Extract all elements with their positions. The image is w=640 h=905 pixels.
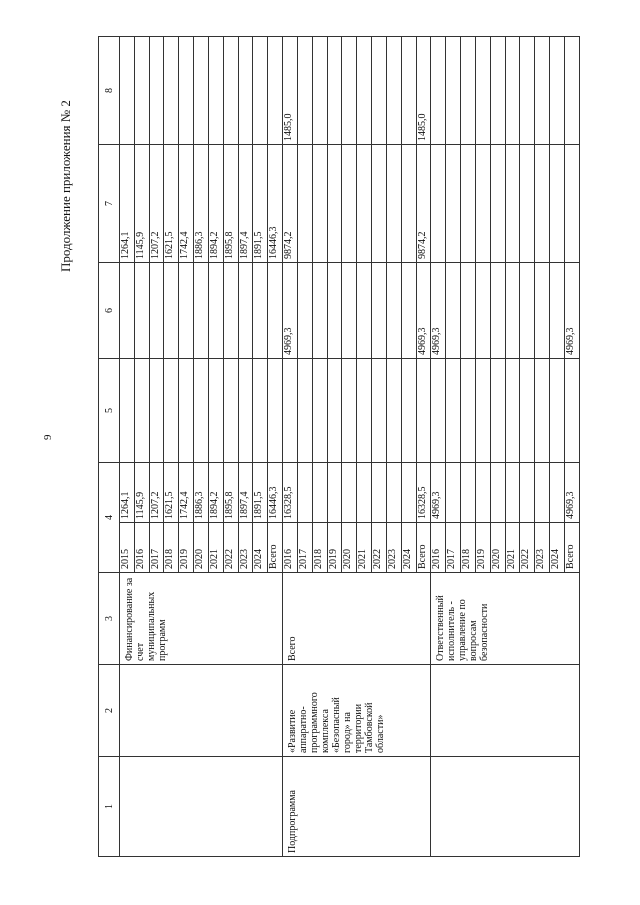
value-cell-c7: 1145,9: [134, 145, 149, 263]
value-cell-c6: [461, 263, 476, 359]
value-cell-c7: [535, 145, 550, 263]
value-cell-c6: [446, 263, 461, 359]
value-cell-c5: [357, 359, 372, 463]
value-cell-c7: [446, 145, 461, 263]
value-cell-c7: [342, 145, 357, 263]
header-cell: 2: [99, 665, 120, 757]
value-cell-c7: [386, 145, 401, 263]
value-cell-c8: [357, 37, 372, 145]
value-cell-c5: [268, 359, 283, 463]
value-cell-c4: [550, 463, 565, 523]
value-cell-c8: [372, 37, 387, 145]
value-cell-c4: 1894,2: [208, 463, 223, 523]
value-cell-c7: [550, 145, 565, 263]
value-cell-c7: 9874,2: [416, 145, 431, 263]
value-cell-c5: [490, 359, 505, 463]
value-cell-c4: 1886,3: [194, 463, 209, 523]
subprogram-name-cell: [431, 665, 580, 757]
section-type-cell: Подпрограмма: [283, 757, 431, 857]
value-cell-c4: [446, 463, 461, 523]
table-body: [120, 37, 580, 857]
value-cell-c8: [475, 37, 490, 145]
value-cell-c6: 4969,3: [564, 263, 579, 359]
value-cell-c5: [238, 359, 253, 463]
value-cell-c8: [401, 37, 416, 145]
year-cell: 2019: [475, 523, 490, 573]
value-cell-c6: 4969,3: [283, 263, 298, 359]
year-cell: 2020: [490, 523, 505, 573]
value-cell-c8: [520, 37, 535, 145]
value-cell-c6: [357, 263, 372, 359]
year-cell: 2016: [134, 523, 149, 573]
value-cell-c8: [446, 37, 461, 145]
rotated-table-wrapper: [98, 37, 580, 857]
value-cell-c7: [401, 145, 416, 263]
value-cell-c8: [268, 37, 283, 145]
year-cell: 2015: [120, 523, 135, 573]
header-cell: 3: [99, 573, 120, 665]
value-cell-c4: [372, 463, 387, 523]
value-cell-c6: [149, 263, 164, 359]
value-cell-c6: [475, 263, 490, 359]
value-cell-c7: 1891,5: [253, 145, 268, 263]
value-cell-c8: [505, 37, 520, 145]
value-cell-c5: [134, 359, 149, 463]
value-cell-c4: [535, 463, 550, 523]
table-header-row: [99, 37, 120, 857]
year-cell: 2021: [208, 523, 223, 573]
value-cell-c8: [386, 37, 401, 145]
value-cell-c8: [535, 37, 550, 145]
value-cell-c5: [312, 359, 327, 463]
value-cell-c7: 1894,2: [208, 145, 223, 263]
year-cell: 2018: [164, 523, 179, 573]
value-cell-c6: [194, 263, 209, 359]
value-cell-c5: [431, 359, 446, 463]
value-cell-c8: [253, 37, 268, 145]
year-cell: 2019: [327, 523, 342, 573]
value-cell-c7: 1897,4: [238, 145, 253, 263]
value-cell-c7: [431, 145, 446, 263]
year-cell: 2024: [550, 523, 565, 573]
section-type-cell: [120, 757, 283, 857]
year-cell: 2022: [520, 523, 535, 573]
value-cell-c4: [401, 463, 416, 523]
value-cell-c6: [386, 263, 401, 359]
value-cell-c6: [120, 263, 135, 359]
value-cell-c4: [490, 463, 505, 523]
value-cell-c7: [357, 145, 372, 263]
value-cell-c5: [327, 359, 342, 463]
value-cell-c7: 1886,3: [194, 145, 209, 263]
header-cell: 8: [99, 37, 120, 145]
value-cell-c8: [342, 37, 357, 145]
value-cell-c6: 4969,3: [431, 263, 446, 359]
value-cell-c5: [179, 359, 194, 463]
value-cell-c6: [505, 263, 520, 359]
value-cell-c8: [208, 37, 223, 145]
value-cell-c6: [253, 263, 268, 359]
value-cell-c8: [120, 37, 135, 145]
value-cell-c4: 16328,5: [283, 463, 298, 523]
value-cell-c4: 1897,4: [238, 463, 253, 523]
value-cell-c8: [564, 37, 579, 145]
value-cell-c7: 1207,2: [149, 145, 164, 263]
value-cell-c7: [327, 145, 342, 263]
value-cell-c6: [550, 263, 565, 359]
value-cell-c4: [505, 463, 520, 523]
value-cell-c5: [461, 359, 476, 463]
subprogram-name-cell: «Развитие аппаратно-программного комплекса «Безопасный город» на территории Тамбовской области»: [283, 665, 431, 757]
value-cell-c4: [520, 463, 535, 523]
value-cell-c5: [401, 359, 416, 463]
value-cell-c5: [297, 359, 312, 463]
value-cell-c6: [490, 263, 505, 359]
value-cell-c4: [297, 463, 312, 523]
value-cell-c4: [342, 463, 357, 523]
value-cell-c8: [164, 37, 179, 145]
year-cell: 2023: [238, 523, 253, 573]
year-cell: 2017: [149, 523, 164, 573]
value-cell-c8: 1485,0: [416, 37, 431, 145]
value-cell-c5: [223, 359, 238, 463]
value-cell-c6: [134, 263, 149, 359]
year-cell: 2023: [386, 523, 401, 573]
value-cell-c8: [490, 37, 505, 145]
value-cell-c5: [208, 359, 223, 463]
value-cell-c7: 16446,3: [268, 145, 283, 263]
value-cell-c7: [505, 145, 520, 263]
value-cell-c5: [446, 359, 461, 463]
value-cell-c7: [372, 145, 387, 263]
year-cell: 2022: [372, 523, 387, 573]
value-cell-c8: [327, 37, 342, 145]
year-cell: 2022: [223, 523, 238, 573]
year-cell: 2017: [446, 523, 461, 573]
value-cell-c6: [535, 263, 550, 359]
year-cell: 2017: [297, 523, 312, 573]
value-cell-c7: 1264,1: [120, 145, 135, 263]
year-cell: 2018: [312, 523, 327, 573]
value-cell-c5: [164, 359, 179, 463]
value-cell-c4: [357, 463, 372, 523]
value-cell-c4: 1891,5: [253, 463, 268, 523]
value-cell-c7: 1895,8: [223, 145, 238, 263]
value-cell-c4: 1895,8: [223, 463, 238, 523]
value-cell-c8: [223, 37, 238, 145]
value-cell-c4: 1207,2: [149, 463, 164, 523]
value-cell-c6: [401, 263, 416, 359]
year-cell: 2020: [342, 523, 357, 573]
value-cell-c4: 1145,9: [134, 463, 149, 523]
value-cell-c5: [416, 359, 431, 463]
value-cell-c4: 4969,3: [431, 463, 446, 523]
table-row: [120, 37, 135, 857]
value-cell-c8: [194, 37, 209, 145]
value-cell-c8: [238, 37, 253, 145]
year-cell: Всего: [268, 523, 283, 573]
value-cell-c6: [179, 263, 194, 359]
value-cell-c7: [461, 145, 476, 263]
subprogram-name-cell: [120, 665, 283, 757]
value-cell-c7: [490, 145, 505, 263]
value-cell-c4: 1742,4: [179, 463, 194, 523]
value-cell-c7: 1621,5: [164, 145, 179, 263]
value-cell-c5: [283, 359, 298, 463]
value-cell-c5: [564, 359, 579, 463]
table-row: [431, 37, 446, 857]
year-cell: 2021: [505, 523, 520, 573]
value-cell-c5: [120, 359, 135, 463]
value-cell-c4: 1621,5: [164, 463, 179, 523]
page-number: 9: [42, 434, 54, 440]
value-cell-c4: [327, 463, 342, 523]
value-cell-c6: [312, 263, 327, 359]
value-cell-c6: [520, 263, 535, 359]
value-cell-c6: [223, 263, 238, 359]
value-cell-c8: [461, 37, 476, 145]
year-cell: 2024: [253, 523, 268, 573]
value-cell-c8: [550, 37, 565, 145]
value-cell-c7: [564, 145, 579, 263]
funding-source-cell: Ответственный исполнитель - управление по вопросам безопасности: [431, 573, 580, 665]
value-cell-c6: [297, 263, 312, 359]
year-cell: 2016: [431, 523, 446, 573]
value-cell-c5: [194, 359, 209, 463]
header-cell: 6: [99, 263, 120, 359]
value-cell-c5: [535, 359, 550, 463]
value-cell-c8: [149, 37, 164, 145]
value-cell-c8: [297, 37, 312, 145]
value-cell-c4: 16328,5: [416, 463, 431, 523]
value-cell-c6: [208, 263, 223, 359]
value-cell-c6: [238, 263, 253, 359]
header-cell: 4: [99, 463, 120, 573]
value-cell-c5: [550, 359, 565, 463]
value-cell-c4: 1264,1: [120, 463, 135, 523]
value-cell-c7: 1742,4: [179, 145, 194, 263]
year-cell: 2020: [194, 523, 209, 573]
value-cell-c7: [475, 145, 490, 263]
financing-table: [98, 36, 580, 857]
year-cell: 2021: [357, 523, 372, 573]
value-cell-c6: 4969,3: [416, 263, 431, 359]
value-cell-c4: 4969,3: [564, 463, 579, 523]
value-cell-c5: [386, 359, 401, 463]
value-cell-c6: [372, 263, 387, 359]
value-cell-c6: [327, 263, 342, 359]
funding-source-cell: Финансирование за счет муниципальных программ: [120, 573, 283, 665]
year-cell: Всего: [416, 523, 431, 573]
value-cell-c7: [297, 145, 312, 263]
table-row: [283, 37, 298, 857]
header-cell: 7: [99, 145, 120, 263]
value-cell-c8: [134, 37, 149, 145]
value-cell-c5: [372, 359, 387, 463]
value-cell-c8: 1485,0: [283, 37, 298, 145]
value-cell-c8: [431, 37, 446, 145]
value-cell-c5: [520, 359, 535, 463]
value-cell-c4: [386, 463, 401, 523]
section-type-cell: [431, 757, 580, 857]
value-cell-c5: [342, 359, 357, 463]
funding-source-cell: Всего: [283, 573, 431, 665]
year-cell: 2018: [461, 523, 476, 573]
value-cell-c8: [312, 37, 327, 145]
value-cell-c5: [505, 359, 520, 463]
value-cell-c6: [342, 263, 357, 359]
year-cell: 2024: [401, 523, 416, 573]
value-cell-c4: [461, 463, 476, 523]
year-cell: Всего: [564, 523, 579, 573]
value-cell-c6: [268, 263, 283, 359]
value-cell-c6: [164, 263, 179, 359]
year-cell: 2016: [283, 523, 298, 573]
appendix-title: Продолжение приложения № 2: [58, 100, 73, 272]
value-cell-c8: [179, 37, 194, 145]
value-cell-c4: [475, 463, 490, 523]
value-cell-c5: [475, 359, 490, 463]
year-cell: 2019: [179, 523, 194, 573]
value-cell-c5: [253, 359, 268, 463]
value-cell-c7: [520, 145, 535, 263]
value-cell-c4: 16446,3: [268, 463, 283, 523]
value-cell-c7: [312, 145, 327, 263]
header-cell: 1: [99, 757, 120, 857]
year-cell: 2023: [535, 523, 550, 573]
value-cell-c5: [149, 359, 164, 463]
value-cell-c7: 9874,2: [283, 145, 298, 263]
value-cell-c4: [312, 463, 327, 523]
header-cell: 5: [99, 359, 120, 463]
